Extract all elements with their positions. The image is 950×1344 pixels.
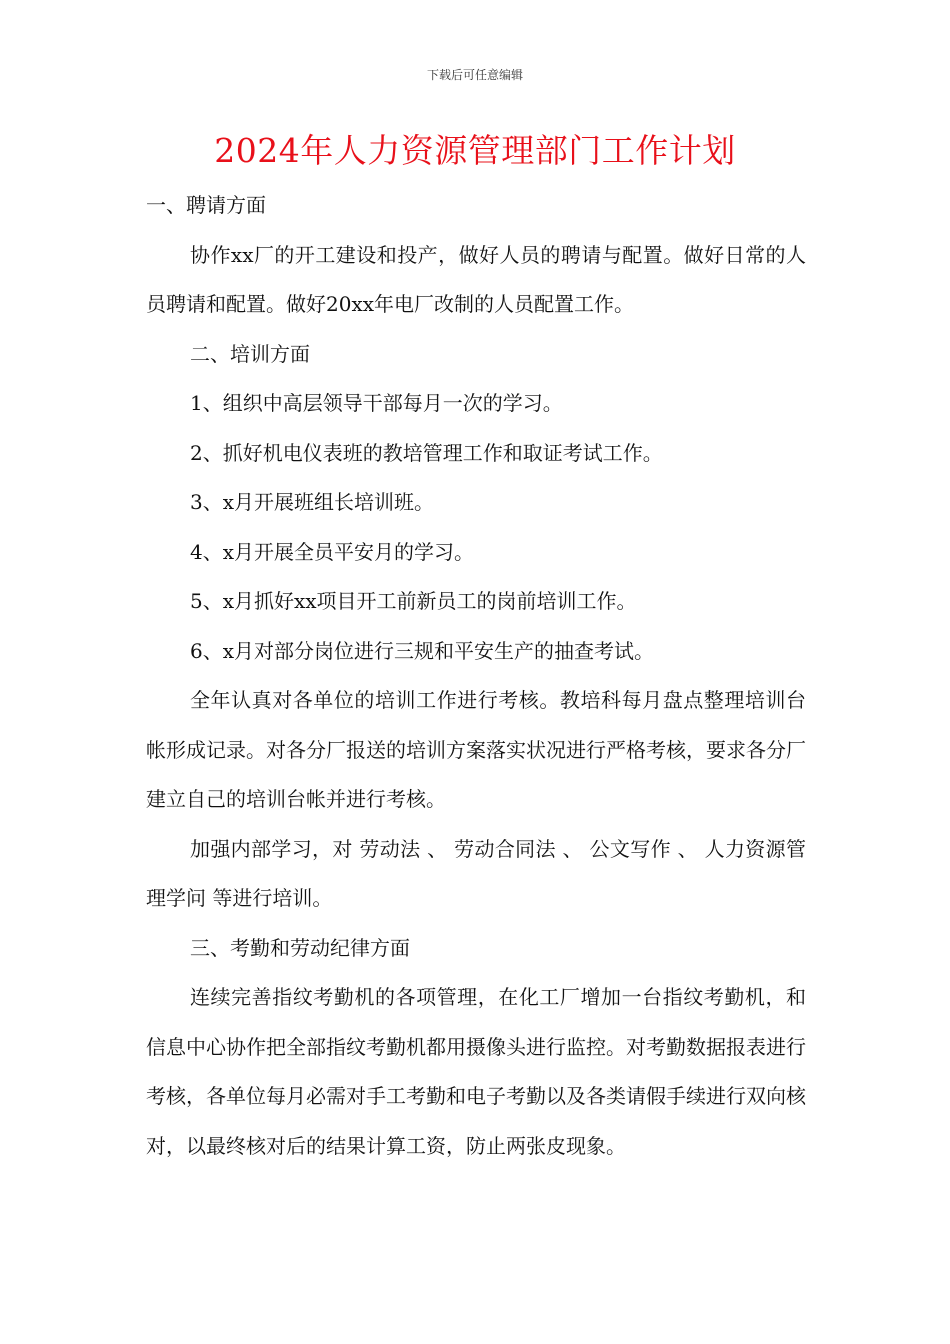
list-item-training-1: 1、组织中高层领导干部每月一次的学习。 [190, 391, 563, 415]
document-body [146, 181, 806, 1171]
list-item-training-6: 6、x月对部分岗位进行三规和平安生产的抽查考试。 [190, 638, 655, 663]
list-item-training-4: 4、x月开展全员平安月的学习。 [190, 539, 475, 564]
list-item-training-5: 5、x月抓好xx项目开工前新员工的岗前培训工作。 [190, 589, 637, 613]
paragraph-internal-learning: 加强内部学习，对 劳动法 、 劳动合同法 、 公文写作 、 人力资源管理学问 等进行培训。 [146, 836, 806, 910]
header-note: 下载后可任意编辑 [426, 68, 523, 82]
document-title: 2024年人力资源管理部门工作计划 [214, 131, 736, 170]
paragraph-recruitment: 协作xx厂的开工建设和投产，做好人员的聘请与配置。做好日常的人员聘请和配置。做好20xx年电厂改制的人员配置工作。 [146, 242, 806, 316]
paragraph-training-assessment: 全年认真对各单位的培训工作进行考核。教培科每月盘点整理培训台帐形成记录。对各分厂报送的培训方案落实状况进行严格考核，要求各分厂建立自己的培训台帐并进行考核。 [146, 688, 806, 811]
section-heading-training: 二、培训方面 [190, 341, 310, 366]
list-item-training-2: 2、抓好机电仪表班的教培管理工作和取证考试工作。 [190, 440, 663, 465]
section-heading-attendance: 三、考勤和劳动纪律方面 [190, 935, 410, 960]
list-item-training-3: 3、x月开展班组长培训班。 [190, 490, 435, 514]
section-heading-recruitment: 一、聘请方面 [146, 193, 266, 217]
paragraph-attendance: 连续完善指纹考勤机的各项管理，在化工厂增加一台指纹考勤机，和信息中心协作把全部指纹考勤机都用摄像头进行监控。对考勤数据报表进行考核，各单位每月必需对手工考勤和电子考勤以及各类请假手续进行双向核对，以最终核对后的结果计算工资，防止两张皮现象。 [146, 985, 806, 1158]
